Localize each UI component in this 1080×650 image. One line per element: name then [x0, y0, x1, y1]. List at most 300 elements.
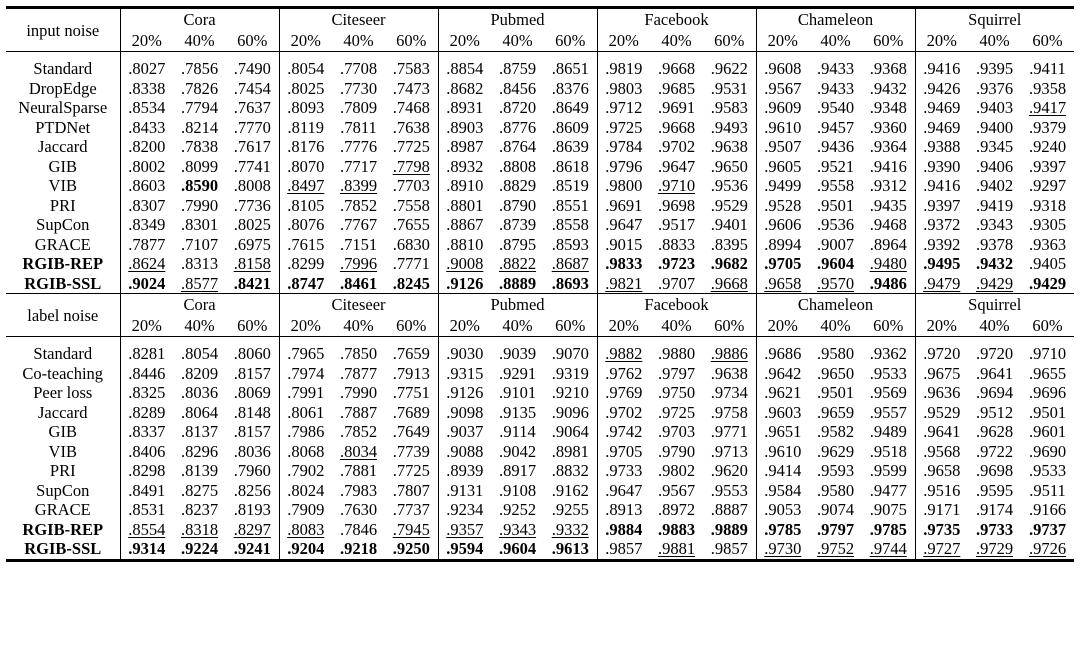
result-cell: .8076	[279, 215, 332, 235]
table-row	[6, 422, 1074, 442]
result-cell: .8747	[279, 274, 332, 294]
result-cell: .9819	[597, 59, 650, 79]
result-cell: .7913	[392, 363, 430, 383]
noise-ratio-header: 60%	[396, 316, 427, 335]
result-cell: .9698	[657, 195, 696, 215]
result-cell: .9517	[657, 215, 696, 234]
result-cell: .8903	[438, 118, 491, 138]
noise-ratio-header: 40%	[184, 31, 215, 50]
result-cell: .8822	[498, 254, 537, 273]
result-cell: .8200	[120, 137, 173, 157]
result-cell: .9291	[498, 363, 537, 383]
result-cell: .7737	[392, 500, 430, 519]
result-cell: .7838	[180, 137, 219, 156]
result-cell: .8913	[597, 500, 650, 520]
result-cell: .8069	[233, 383, 271, 402]
result-cell: .7794	[180, 98, 219, 117]
result-cell: .8376	[551, 78, 589, 98]
result-cell: .9722	[975, 441, 1014, 461]
result-cell: .8590	[180, 176, 219, 195]
result-cell: .9734	[710, 383, 748, 402]
result-cell: .9629	[816, 441, 855, 461]
result-cell: .9702	[657, 137, 696, 156]
result-cell: .9024	[120, 274, 173, 294]
result-cell: .9070	[551, 344, 589, 363]
result-cell: .7739	[392, 441, 430, 461]
result-cell: .9641	[915, 422, 968, 442]
result-cell: .9593	[816, 461, 855, 480]
result-cell: .8307	[120, 196, 173, 216]
result-cell: .9742	[597, 422, 650, 442]
result-cell: .9518	[869, 441, 907, 461]
result-cell: .7852	[339, 195, 378, 215]
result-cell: .9042	[498, 441, 537, 461]
table-row	[6, 157, 1074, 177]
noise-ratio-header: 20%	[756, 315, 809, 337]
result-cell: .9039	[498, 344, 537, 363]
result-cell: .9376	[975, 78, 1014, 98]
result-cell: .9771	[710, 422, 748, 441]
result-cell: .9698	[975, 461, 1014, 480]
result-cell: .9037	[438, 422, 491, 442]
method-name: RGIB-SSL	[24, 273, 102, 293]
result-cell: .9690	[1028, 441, 1067, 461]
result-cell: .7850	[339, 344, 378, 363]
method-name: PRI	[49, 195, 76, 215]
result-cell: .9312	[869, 176, 907, 195]
noise-ratio-header: 20%	[915, 30, 968, 52]
result-cell: .9880	[657, 344, 696, 363]
noise-ratio-header: 40%	[661, 316, 692, 335]
result-cell: .9655	[1028, 363, 1067, 383]
result-cell: .7826	[180, 78, 219, 98]
result-cell: .9501	[816, 383, 855, 402]
noise-ratio-header: 60%	[555, 31, 586, 50]
noise-ratio-header: 40%	[502, 31, 533, 50]
result-cell: .9752	[809, 539, 862, 560]
result-cell: .8461	[339, 273, 378, 293]
result-cell: .8338	[120, 79, 173, 99]
result-cell: .9053	[756, 500, 809, 520]
result-cell: .9604	[816, 254, 855, 273]
result-cell: .8318	[180, 519, 219, 539]
result-cell: .7767	[339, 215, 378, 234]
result-cell: .9569	[869, 383, 907, 402]
table-row	[6, 235, 1074, 255]
result-cell: .9536	[816, 215, 855, 234]
result-cell: .9501	[1028, 402, 1067, 422]
result-cell: .9659	[816, 402, 855, 422]
result-cell: .9516	[915, 481, 968, 501]
result-cell: .9414	[756, 461, 809, 481]
result-cell: .8064	[180, 402, 219, 422]
result-cell: .8972	[657, 500, 696, 519]
result-cell: .9477	[869, 480, 907, 500]
result-cell: .9436	[816, 137, 855, 156]
result-cell: .9536	[710, 176, 748, 195]
result-cell: .7708	[339, 59, 378, 78]
result-cell: .9712	[597, 98, 650, 118]
result-cell: .9557	[869, 402, 907, 422]
result-cell: .9710	[1028, 344, 1067, 363]
method-name: RGIB-SSL	[6, 539, 120, 560]
result-cell: .9529	[915, 403, 968, 423]
result-cell: .7776	[339, 137, 378, 156]
result-cell: .9314	[120, 539, 173, 560]
result-cell: .8158	[233, 254, 271, 273]
result-cell: .9240	[1028, 137, 1067, 156]
result-cell: .9540	[816, 98, 855, 117]
dataset-header: Citeseer	[279, 8, 438, 31]
result-cell: .8554	[120, 520, 173, 540]
result-cell: .9499	[756, 176, 809, 196]
result-cell: .7877	[120, 235, 173, 255]
header-row-datasets	[6, 294, 1074, 316]
result-cell: .8764	[498, 137, 537, 156]
result-cell: .9480	[869, 254, 907, 273]
result-cell: .9378	[975, 234, 1014, 254]
result-cell: .9397	[915, 196, 968, 216]
result-cell: .9135	[498, 402, 537, 422]
result-cell: .9733	[975, 519, 1014, 539]
result-cell: .9433	[816, 59, 855, 78]
result-cell: .8682	[438, 79, 491, 99]
result-cell: .9489	[869, 422, 907, 441]
result-cell: .9218	[332, 539, 385, 560]
result-cell: .9255	[551, 500, 589, 519]
result-cell: .9608	[756, 59, 809, 79]
result-cell: .9705	[756, 254, 809, 274]
result-cell: .9744	[862, 539, 915, 560]
result-cell: .9735	[915, 520, 968, 540]
result-cell: .9723	[657, 254, 696, 273]
result-cell: .9567	[657, 480, 696, 500]
noise-ratio-header: 20%	[597, 30, 650, 52]
result-cell: .9030	[438, 344, 491, 364]
result-cell: .9729	[968, 539, 1021, 560]
method-name: Standard	[33, 59, 93, 78]
result-cell: .8406	[120, 442, 173, 462]
result-cell: .9638	[710, 137, 748, 156]
result-cell: .8036	[233, 441, 271, 461]
result-cell: .9007	[816, 234, 855, 254]
result-cell: .9512	[975, 402, 1014, 422]
result-cell: .7902	[279, 461, 332, 481]
result-cell: .9252	[498, 500, 537, 519]
table-row	[6, 539, 1074, 560]
result-cell: .9713	[710, 441, 748, 461]
result-cell: .9769	[597, 383, 650, 403]
result-cell: .9725	[597, 118, 650, 138]
result-cell: .7689	[392, 402, 430, 422]
result-cell: .9469	[915, 98, 968, 118]
result-cell: .7583	[392, 59, 430, 78]
result-cell: .9883	[657, 519, 696, 539]
result-cell: .8148	[233, 402, 271, 422]
result-cell: .9725	[657, 402, 696, 422]
method-name: Peer loss	[33, 383, 93, 402]
result-cell: .9647	[657, 156, 696, 176]
result-cell: .9800	[597, 176, 650, 196]
result-cell: .7649	[392, 422, 430, 441]
result-cell: .8981	[551, 441, 589, 461]
result-cell: .7617	[233, 137, 271, 156]
method-name: SupCon	[36, 215, 90, 234]
result-cell: .9675	[915, 364, 968, 384]
result-cell: .9886	[710, 344, 748, 363]
table-row	[6, 520, 1074, 540]
result-cell: .9603	[756, 403, 809, 423]
result-cell: .8105	[279, 196, 332, 216]
table-row	[6, 118, 1074, 138]
table-row	[6, 59, 1074, 79]
method-name: Co-teaching	[22, 363, 104, 383]
results-table-page	[6, 6, 1074, 562]
result-cell: .9583	[710, 98, 748, 117]
result-cell: .9857	[597, 539, 650, 560]
method-name: GRACE	[34, 234, 91, 254]
result-cell: .8577	[180, 273, 219, 293]
result-cell: .7741	[233, 156, 271, 176]
result-cell: .8054	[180, 344, 219, 363]
result-cell: .8910	[438, 176, 491, 196]
table-row	[6, 196, 1074, 216]
result-cell: .8887	[710, 500, 748, 519]
result-cell: .7811	[340, 117, 377, 137]
result-cell: .9613	[544, 539, 597, 560]
method-name: Jaccard	[38, 402, 88, 422]
noise-ratio-header: 60%	[1032, 316, 1063, 335]
result-cell: .9096	[551, 402, 589, 422]
result-cell: .8687	[551, 254, 589, 273]
noise-ratio-header: 40%	[979, 31, 1010, 50]
result-cell: .9432	[975, 254, 1014, 273]
result-cell: .9101	[498, 383, 537, 402]
noise-ratio-header: 20%	[438, 315, 491, 337]
result-cell: .9372	[915, 215, 968, 235]
result-cell: .9318	[1028, 195, 1067, 215]
result-cell: .9797	[816, 519, 855, 539]
table-row	[6, 176, 1074, 196]
result-cell: .8034	[339, 441, 378, 461]
result-cell: .8299	[279, 254, 332, 274]
result-cell: .9416	[915, 59, 968, 79]
result-cell: .7736	[233, 195, 271, 215]
result-cell: .7107	[180, 234, 219, 254]
result-cell: .7856	[180, 59, 219, 78]
result-cell: .9403	[975, 98, 1014, 117]
method-name: DropEdge	[28, 78, 97, 98]
noise-ratio-header: 20%	[915, 315, 968, 337]
result-cell: .8810	[438, 235, 491, 255]
result-cell: .9521	[816, 156, 855, 176]
result-cell: .7877	[339, 363, 378, 383]
result-cell: .8421	[233, 273, 271, 293]
result-cell: .9364	[869, 137, 907, 156]
result-cell: .8801	[438, 196, 491, 216]
result-cell: .9400	[975, 117, 1014, 137]
noise-ratio-header: 20%	[597, 315, 650, 337]
result-cell: .9088	[438, 442, 491, 462]
result-cell: .8833	[657, 234, 696, 254]
result-cell: .8889	[498, 273, 537, 293]
table-row	[6, 461, 1074, 481]
noise-ratio-header: 60%	[1032, 31, 1063, 50]
result-cell: .9726	[1021, 539, 1074, 560]
result-cell: .8720	[498, 98, 537, 117]
result-cell: .7852	[339, 422, 378, 441]
result-cell: .9610	[756, 442, 809, 462]
table-row	[6, 215, 1074, 235]
result-cell: .8433	[120, 118, 173, 138]
result-cell: .9495	[915, 254, 968, 274]
noise-ratio-header: 60%	[714, 316, 745, 335]
method-name: VIB	[48, 441, 77, 461]
noise-ratio-header: 60%	[873, 31, 904, 50]
result-cell: .8491	[120, 481, 173, 501]
result-cell: .9567	[756, 79, 809, 99]
result-cell: .8759	[498, 59, 537, 78]
result-cell: .9126	[438, 383, 491, 403]
result-cell: .9702	[597, 403, 650, 423]
result-cell: .9622	[710, 59, 748, 78]
result-cell: .9762	[597, 364, 650, 384]
result-cell: .9889	[710, 519, 748, 539]
section-title: input noise	[6, 8, 120, 52]
result-cell: .9785	[756, 520, 809, 540]
result-cell: .9621	[756, 383, 809, 403]
dataset-header: Chameleon	[756, 8, 915, 31]
result-cell: .8137	[180, 422, 219, 441]
dataset-header: Cora	[120, 294, 279, 316]
result-cell: .9075	[869, 500, 907, 519]
noise-ratio-header: 20%	[279, 30, 332, 52]
result-cell: .9638	[710, 363, 748, 383]
result-cell: .8157	[233, 363, 271, 383]
result-cell: .9703	[657, 422, 696, 441]
result-cell: .9821	[597, 274, 650, 294]
noise-ratio-header: 20%	[120, 30, 173, 52]
dataset-header: Squirrel	[915, 294, 1074, 316]
result-cell: .9357	[438, 520, 491, 540]
dataset-header: Pubmed	[438, 294, 597, 316]
result-cell: .8776	[498, 117, 537, 137]
method-name: VIB	[48, 176, 77, 195]
result-cell: .9605	[756, 157, 809, 177]
dataset-header: Citeseer	[279, 294, 438, 316]
result-cell: .8256	[233, 480, 271, 500]
result-cell: .8519	[551, 176, 589, 195]
result-cell: .7990	[180, 195, 219, 215]
result-cell: .9651	[756, 422, 809, 442]
result-cell: .9416	[915, 176, 968, 196]
dataset-header: Pubmed	[438, 8, 597, 31]
table-row	[6, 481, 1074, 501]
result-cell: .9074	[816, 500, 855, 519]
result-cell: .8558	[551, 215, 589, 234]
table-row	[6, 364, 1074, 384]
result-cell: .7468	[392, 98, 430, 117]
result-cell: .8349	[120, 215, 173, 235]
result-cell: .8593	[551, 234, 589, 254]
noise-ratio-header: 40%	[343, 316, 374, 335]
result-cell: .8301	[180, 215, 219, 234]
result-cell: .8693	[551, 273, 589, 293]
noise-ratio-header: 20%	[438, 30, 491, 52]
result-cell: .9636	[915, 383, 968, 403]
table-row	[6, 79, 1074, 99]
noise-ratio-header: 40%	[820, 316, 851, 335]
result-cell: .9694	[975, 383, 1014, 402]
result-cell: .9790	[657, 441, 696, 461]
result-cell: .8068	[279, 442, 332, 462]
result-cell: .9015	[597, 235, 650, 255]
header-row-ratios	[6, 315, 1074, 337]
result-cell: .7751	[392, 383, 430, 402]
result-cell: .7771	[392, 254, 430, 273]
dataset-header: Cora	[120, 8, 279, 31]
result-cell: .8325	[120, 383, 173, 403]
result-cell: .9568	[915, 442, 968, 462]
result-cell: .8534	[120, 98, 173, 118]
result-cell: .8061	[279, 403, 332, 423]
result-cell: .8289	[120, 403, 173, 423]
result-cell: .9008	[438, 254, 491, 274]
result-cell: .9379	[1028, 117, 1067, 137]
result-cell: .9108	[498, 480, 537, 500]
result-cell: .8551	[551, 195, 589, 215]
result-cell: .8739	[498, 215, 537, 234]
result-cell: .7996	[339, 254, 378, 273]
table-row	[6, 254, 1074, 274]
result-cell: .7638	[392, 117, 430, 137]
noise-ratio-header: 40%	[502, 316, 533, 335]
table-row	[6, 274, 1074, 294]
result-cell: .8917	[498, 461, 537, 480]
result-cell: .8994	[756, 235, 809, 255]
result-cell: .9833	[597, 254, 650, 274]
result-cell: .9401	[710, 215, 748, 234]
result-cell: .9730	[756, 539, 809, 560]
result-cell: .9609	[756, 98, 809, 118]
result-cell: .7881	[339, 461, 378, 480]
result-cell: .9610	[756, 118, 809, 138]
result-cell: .8639	[551, 137, 589, 156]
result-cell: .9098	[438, 403, 491, 423]
result-cell: .7615	[279, 235, 332, 255]
method-name: GRACE	[34, 500, 91, 519]
result-cell: .9857	[703, 539, 756, 560]
result-cell: .9604	[491, 539, 544, 560]
result-cell: .7846	[339, 519, 378, 539]
result-cell: .9558	[816, 176, 855, 195]
result-cell: .8099	[180, 156, 219, 176]
result-cell: .9606	[756, 215, 809, 235]
result-cell: .8795	[498, 234, 537, 254]
result-cell: .8054	[279, 59, 332, 79]
result-cell: .8297	[233, 519, 271, 539]
result-cell: .9416	[869, 156, 907, 176]
result-cell: .9507	[756, 137, 809, 157]
result-cell: .9162	[551, 480, 589, 500]
result-cell: .8399	[339, 176, 378, 195]
result-cell: .8854	[438, 59, 491, 79]
result-cell: .9468	[869, 215, 907, 234]
result-cell: .8939	[438, 461, 491, 481]
result-cell: .8649	[551, 98, 589, 117]
result-cell: .9174	[975, 500, 1014, 519]
result-cell: .7703	[392, 176, 430, 195]
